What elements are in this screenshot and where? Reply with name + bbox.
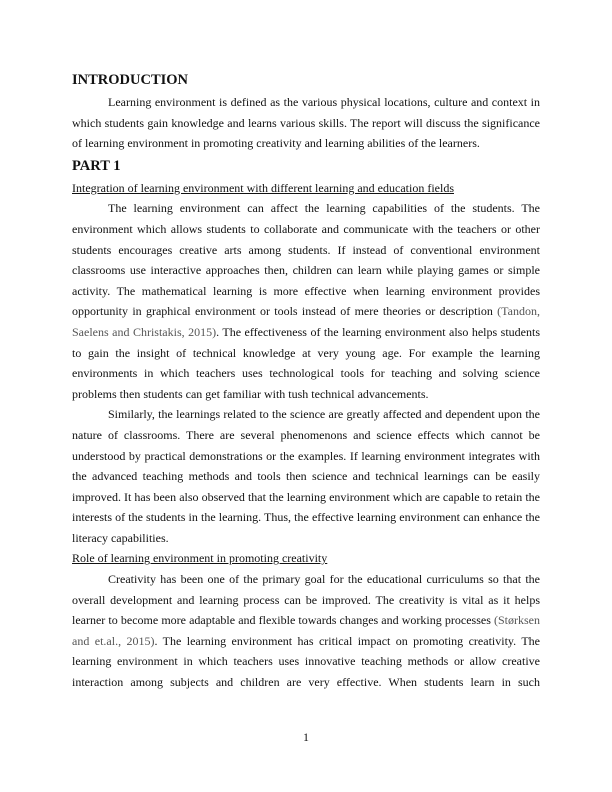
paragraph-3: [72, 569, 540, 693]
document-page: [72, 70, 540, 693]
text: The learning environment can affect the learning capabilities of the students. The environment which allows students to collaborate and communicate with the teachers or other students encourages creative arts among students. If instead of conventional environment classrooms use interactive approaches then, children can learn while playing games or simple activity. The mathematical learning is more effective when learning environment provides opportunity in graphical environment or tools instead of mere theories or description: [72, 201, 540, 319]
intro-paragraph: Learning environment is defined as the various physical locations, culture and context in which students gain knowledge and learns various skills. The report will discuss the significance of learning environment in promoting creativity and learning abilities of the learners.: [72, 95, 540, 151]
text: Creativity has been one of the primary goal for the educational curriculums so that the overall development and learning process can be improved. The creativity is vital as it helps learner to become more adaptable and flexible towards changes and working processes: [72, 572, 540, 628]
text: . The effectiveness of the learning environment also helps students to gain the insight of technical knowledge at very young age. For example the learning environments in which teachers uses technological tools for teaching and solving science problems then students can get familiar with tush technical advancements.: [72, 324, 540, 401]
text: . The learning environment has critical impact on promoting creativity. The learning environment in which teachers uses innovative teaching methods or allow creative interaction among subjects and children are very effective. When students learn in such: [72, 633, 540, 690]
intro-heading: INTRODUCTION: [72, 72, 189, 88]
citation-tandon: (Tandon, Saelens and Christakis, 2015): [72, 304, 540, 339]
subheading-integration: Integration of learning environment with different learning and education fields: [72, 180, 454, 195]
citation-storksen: (Størksen and et.al., 2015): [72, 613, 540, 648]
subheading-creativity: Role of learning environment in promoting creativity: [72, 551, 328, 566]
paragraph-1: [72, 198, 540, 404]
part1-heading: PART 1: [72, 157, 121, 174]
page-number: 1: [303, 730, 309, 744]
paragraph-2: Similarly, the learnings related to the science are greatly affected and dependent upon the nature of classrooms. There are several phenomenons and science effects which cannot be understood by practical demonstrations or the examples. If learning environment integrates with the advanced teaching methods and tools then science and technical learnings can be easily improved. It has been also observed that the learning environment which are capable to retain the interests of the students in the learning. Thus, the effective learning environment can enhance the literacy capabilities.: [72, 407, 540, 545]
